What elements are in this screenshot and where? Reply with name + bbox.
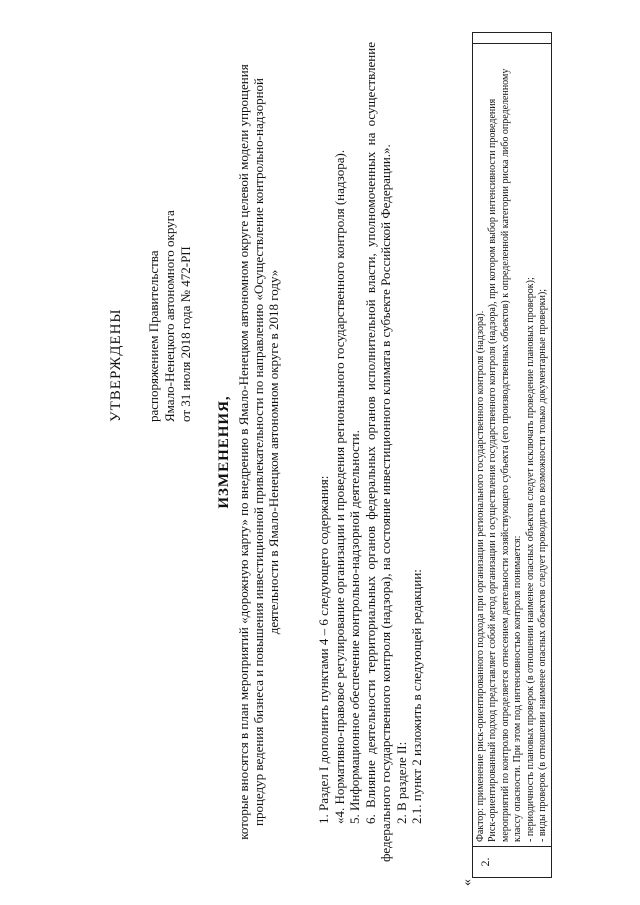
- cell-line: Риск-ориентированный подход представляет собой метод организации и осуществления государственного контроля (надзора), при котором выбор интенсивности проведения мероприятий по контролю определяется отнесением деятельности хозяйствующего субъекта (его производственных объектов) к определенной категории риска либо определенному классу опасности. При этом под интенсивностью контроля понимается:: [487, 68, 524, 842]
- changes-table: [472, 32, 552, 878]
- paragraph: 5. Информационное обеспечение контрольно-надзорной деятельности.: [347, 430, 362, 824]
- approval-line: распоряжением Правительства: [146, 250, 161, 422]
- rotated-sheet: [20, 12, 620, 892]
- cell-line: - виды проверок (в отношении наименее опасных объектов следует проводить по возможности только документарные проверки);: [537, 288, 549, 842]
- paragraph: «4. Нормативно-правовое регулирование организации и проведения регионального государственного контроля (надзора).: [331, 149, 347, 824]
- approval-block: [108, 62, 194, 422]
- empty-cell: [473, 33, 552, 44]
- approval-line: от 31 июля 2018 года № 472-РП: [178, 246, 193, 422]
- row-number: 2.: [473, 847, 552, 878]
- paragraph: 1. Раздел I дополнить пунктами 4 – 6 следующего содержания:: [316, 475, 331, 824]
- row-content: [473, 44, 552, 847]
- document-intro: которые вносятся в план мероприятий «дорожную карту» по внедрению в Ямало-Ненецком автономном округе целевой модели упрощения процедур ведения бизнеса и повышения инвестиционной привлекательности по направлению «Осуществление контрольно-надзорной деятельности в Ямало-Ненецком автономном округе в 2018 году»: [236, 64, 281, 840]
- paragraph: 2. В разделе II:: [393, 741, 409, 824]
- table-row: [473, 33, 552, 878]
- cell-line: - периодичность плановых проверок (в отношении наименее опасных объектов следует исключать проведение плановых проверок);: [524, 277, 536, 842]
- approval-heading: УТВЕРЖДЕНЫ: [108, 308, 124, 422]
- paragraph: 6. Влияние деятельности территориальных органов федеральных органов исполнительной власти, уполномоченных на осуществление федерального государственного контроля (надзора), на состояние инвестиционного климата в субъекте Российской Федерации.».: [362, 42, 393, 862]
- paragraph: 2.1. пункт 2 изложить в следующей редакции:: [409, 569, 424, 824]
- approval-line: Ямало-Ненецкого автономного округа: [162, 210, 177, 422]
- quote-open-mark: «: [460, 879, 475, 886]
- cell-line: Фактор: применение риск-ориентированного подхода при организации регионального государственного контроля (надзора).: [475, 310, 486, 842]
- document-title: ИЗМЕНЕНИЯ,: [216, 395, 232, 509]
- document-body: [316, 42, 425, 862]
